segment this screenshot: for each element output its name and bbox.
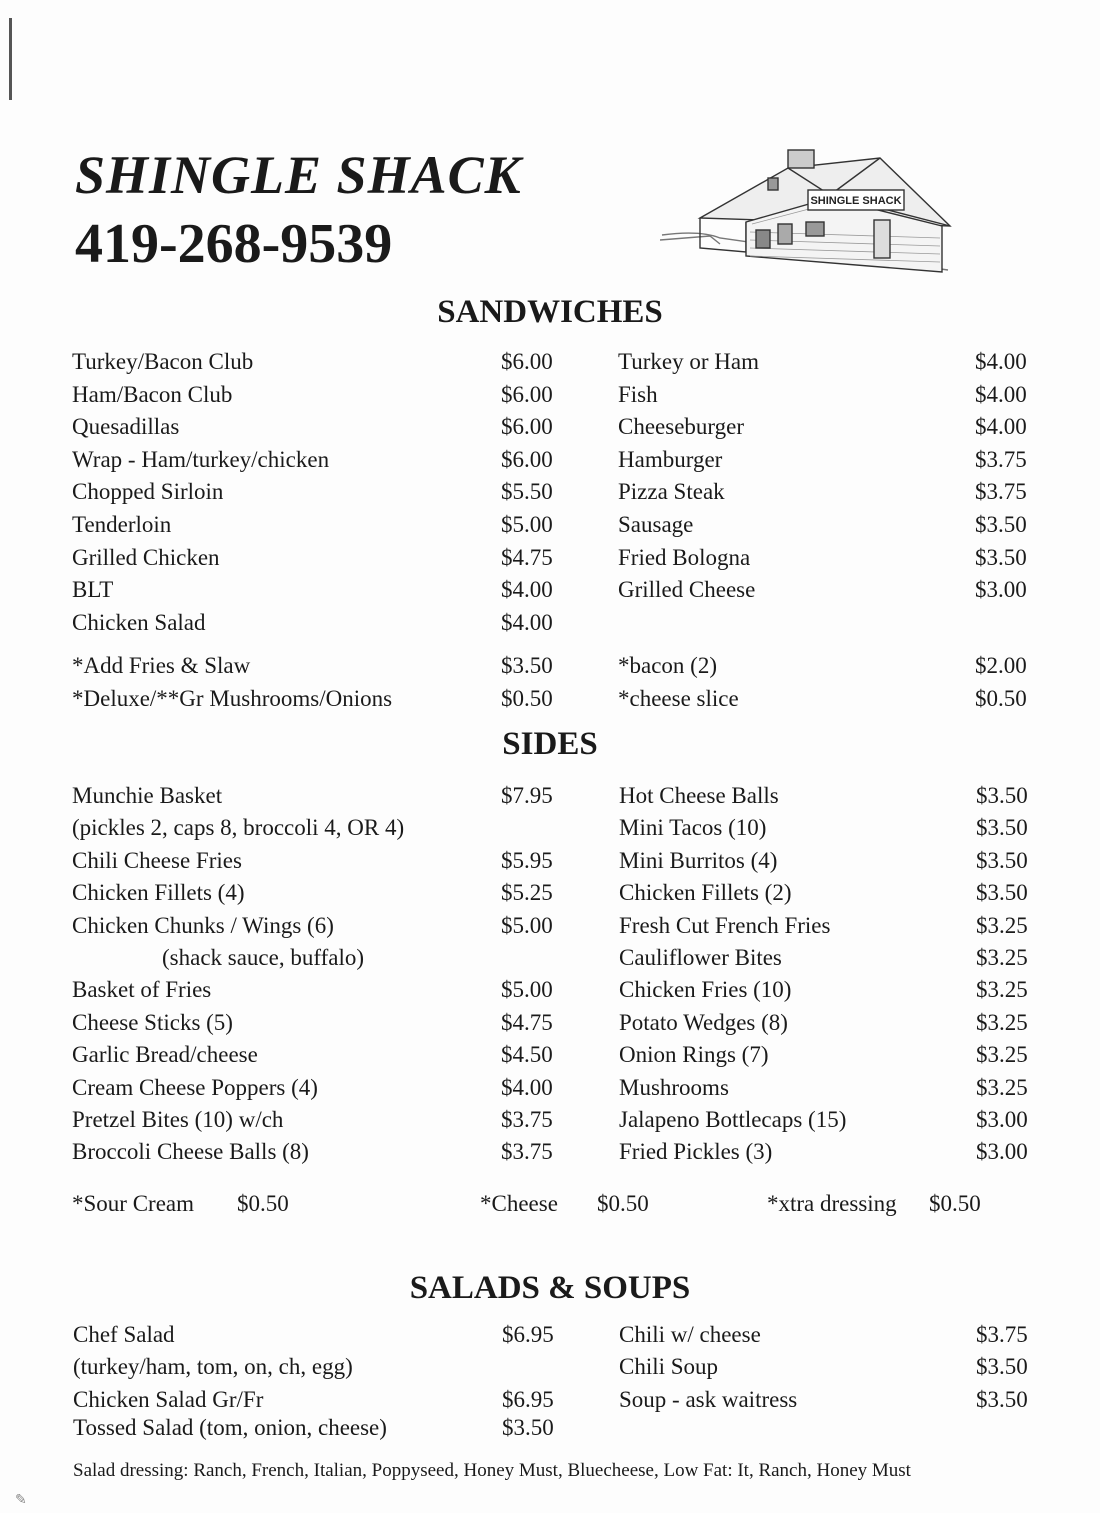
- menu-item-name: Chicken Fillets (4): [72, 880, 245, 906]
- extra-item-price: $0.50: [929, 1191, 981, 1216]
- menu-item-name: Wrap - Ham/turkey/chicken: [72, 446, 330, 472]
- menu-item-name: (pickles 2, caps 8, broccoli 4, OR 4): [72, 815, 405, 841]
- menu-item: [0, 942, 1100, 974]
- menu-item-price: $6.00: [501, 381, 553, 407]
- menu-item: [0, 1007, 1100, 1039]
- menu-item-name: Tossed Salad (tom, onion, cheese): [73, 1415, 387, 1440]
- menu-item: [0, 509, 1100, 541]
- menu-item: [0, 1351, 1100, 1383]
- menu-item: [0, 574, 1100, 606]
- menu-item-price: $3.75: [975, 446, 1027, 472]
- menu-item-name: Pretzel Bites (10) w/ch: [72, 1107, 284, 1132]
- menu-item: [0, 607, 1100, 639]
- menu-item-price: $5.00: [501, 512, 553, 537]
- menu-item-name: Basket of Fries: [72, 977, 212, 1003]
- menu-item-name: Hamburger: [618, 446, 723, 472]
- menu-item-name: Onion Rings (7): [619, 1042, 769, 1068]
- menu-item-price: $3.50: [501, 653, 553, 678]
- menu-item-name: Chicken Chunks / Wings (6): [72, 912, 334, 938]
- menu-item-price: $0.50: [975, 685, 1027, 711]
- menu-item-price: $5.50: [501, 479, 553, 505]
- extra-item-name: *Cheese: [480, 1191, 558, 1216]
- menu-item: [0, 379, 1100, 411]
- menu-item: [0, 877, 1100, 909]
- menu-item-price: $3.25: [976, 1042, 1028, 1068]
- menu-item-price: $6.00: [501, 446, 553, 472]
- section-heading-salads-soups: SALADS & SOUPS: [409, 1270, 691, 1306]
- menu-item-name: *bacon (2): [618, 653, 717, 678]
- menu-item: [0, 650, 1100, 682]
- menu-item: [0, 780, 1100, 812]
- menu-item-name: Pizza Steak: [618, 479, 725, 505]
- menu-item-price: $3.00: [975, 577, 1027, 603]
- menu-item-price: $7.95: [501, 783, 553, 808]
- menu-item-price: $6.00: [501, 349, 553, 374]
- menu-item: [0, 683, 1100, 715]
- menu-item-name: Fresh Cut French Fries: [619, 912, 831, 938]
- menu-item-price: $3.25: [976, 1009, 1028, 1035]
- menu-item-name: Broccoli Cheese Balls (8): [72, 1139, 309, 1165]
- menu-item-name: Chili Cheese Fries: [72, 847, 242, 873]
- menu-item-name: (turkey/ham, tom, on, ch, egg): [73, 1354, 353, 1379]
- menu-item-name: Chili w/ cheese: [619, 1322, 761, 1347]
- menu-item-price: $4.75: [501, 1009, 553, 1035]
- menu-item-price: $4.00: [975, 414, 1027, 440]
- menu-item-name: Turkey or Ham: [618, 349, 759, 374]
- menu-item-name: Mushrooms: [619, 1074, 729, 1100]
- menu-item-name: (shack sauce, buffalo): [162, 945, 365, 970]
- menu-item: [0, 845, 1100, 877]
- menu-item: [0, 542, 1100, 574]
- margin-mark: [9, 18, 12, 100]
- menu-item-price: $3.75: [501, 1139, 553, 1165]
- menu-item-price: $3.50: [976, 847, 1028, 873]
- menu-item: [0, 1412, 1100, 1444]
- menu-item-price: $5.00: [501, 912, 553, 938]
- menu-item-price: $6.95: [502, 1322, 554, 1347]
- menu-item-name: Fried Bologna: [618, 544, 751, 570]
- menu-item-price: $3.00: [976, 1107, 1028, 1132]
- menu-item-price: $5.25: [501, 880, 553, 906]
- menu-item-name: Cauliflower Bites: [619, 945, 782, 970]
- menu-item: [0, 1384, 1100, 1416]
- menu-item-price: $3.50: [502, 1415, 554, 1440]
- menu-item-name: Jalapeno Bottlecaps (15): [619, 1107, 847, 1132]
- menu-item: [0, 1072, 1100, 1104]
- menu-item-name: Chicken Fries (10): [619, 977, 792, 1003]
- menu-item-name: Garlic Bread/cheese: [72, 1042, 258, 1068]
- menu-item-price: $4.00: [975, 349, 1027, 374]
- menu-item-price: $0.50: [501, 685, 553, 711]
- menu-item-price: $2.00: [975, 653, 1027, 678]
- menu-item-name: Tenderloin: [72, 512, 172, 537]
- menu-item-price: $3.50: [976, 1386, 1028, 1412]
- menu-item-name: Fish: [618, 381, 658, 407]
- menu-item: [0, 1104, 1100, 1136]
- section-heading-sandwiches: SANDWICHES: [437, 294, 663, 330]
- section-heading-sides: SIDES: [502, 726, 598, 762]
- menu-item-price: $5.95: [501, 847, 553, 873]
- menu-item-price: $3.25: [976, 912, 1028, 938]
- menu-item-name: Chopped Sirloin: [72, 479, 224, 505]
- menu-item-price: $4.00: [501, 1074, 553, 1100]
- menu-item: [0, 910, 1100, 942]
- extra-item: [0, 1188, 1100, 1220]
- menu-item-name: Quesadillas: [72, 414, 180, 440]
- menu-item-price: $3.25: [976, 1074, 1028, 1100]
- menu-item-price: $6.95: [502, 1387, 554, 1412]
- menu-item-name: Ham/Bacon Club: [72, 381, 233, 407]
- menu-item-name: Cheese Sticks (5): [72, 1009, 233, 1035]
- menu-item-price: $3.50: [976, 880, 1028, 906]
- menu-item-name: *cheese slice: [618, 685, 739, 711]
- menu-item-price: $3.50: [976, 783, 1028, 808]
- menu-item-name: Potato Wedges (8): [619, 1009, 788, 1035]
- menu-item-price: $4.75: [501, 544, 553, 570]
- menu-item-name: Munchie Basket: [72, 783, 223, 808]
- menu-item-name: Soup - ask waitress: [619, 1386, 798, 1412]
- menu-item-price: $3.50: [976, 815, 1028, 841]
- menu-item-price: $4.50: [501, 1042, 553, 1068]
- menu-item: [0, 476, 1100, 508]
- menu-item-name: Chili Soup: [619, 1354, 719, 1380]
- menu-item-name: Hot Cheese Balls: [619, 783, 779, 808]
- shack-sketch-image: [660, 140, 952, 276]
- menu-item-price: $3.75: [976, 1322, 1028, 1347]
- menu-item-price: $5.00: [501, 977, 553, 1003]
- menu-item-price: $4.00: [501, 609, 553, 635]
- menu-item-name: Grilled Chicken: [72, 544, 220, 570]
- menu-item-name: Fried Pickles (3): [619, 1139, 773, 1165]
- menu-item-name: Mini Burritos (4): [619, 847, 778, 873]
- menu-item: [0, 444, 1100, 476]
- menu-item-name: BLT: [72, 577, 114, 603]
- menu-item-name: *Add Fries & Slaw: [72, 653, 251, 678]
- extra-item-price: $0.50: [237, 1191, 289, 1216]
- menu-item-price: $3.75: [975, 479, 1027, 505]
- menu-item: [0, 1136, 1100, 1168]
- scan-smudge: ✎: [15, 1493, 27, 1508]
- menu-item-name: Cheeseburger: [618, 414, 745, 440]
- menu-item-name: Chicken Fillets (2): [619, 880, 792, 906]
- menu-item-price: $3.50: [975, 512, 1027, 537]
- menu-item-name: Cream Cheese Poppers (4): [72, 1074, 318, 1100]
- menu-item-name: Chicken Salad: [72, 609, 206, 635]
- menu-item-name: Mini Tacos (10): [619, 815, 767, 841]
- extra-item-price: $0.50: [597, 1191, 649, 1216]
- menu-item: [0, 812, 1100, 844]
- salad-dressing-note: Salad dressing: Ranch, French, Italian, Poppyseed, Honey Must, Bluecheese, Low Fat: It, Ranch, Honey Must: [73, 1460, 911, 1481]
- menu-item: [0, 411, 1100, 443]
- menu-item: [0, 1039, 1100, 1071]
- menu-item-name: Chicken Salad Gr/Fr: [73, 1387, 264, 1412]
- restaurant-title: SHINGLE SHACK: [75, 145, 522, 205]
- extra-item-name: *xtra dressing: [767, 1191, 897, 1216]
- menu-item-price: $3.50: [975, 544, 1027, 570]
- menu-item-name: Turkey/Bacon Club: [72, 349, 254, 374]
- menu-item-price: $4.00: [501, 577, 553, 603]
- menu-item-price: $6.00: [501, 414, 553, 440]
- menu-item-price: $3.75: [501, 1107, 553, 1132]
- menu-item: [0, 1319, 1100, 1351]
- menu-item-price: $3.25: [976, 977, 1028, 1003]
- menu-item-price: $3.00: [976, 1139, 1028, 1165]
- phone-number: 419-268-9539: [75, 213, 393, 275]
- menu-item: [0, 346, 1100, 378]
- menu-item-name: Sausage: [618, 512, 694, 537]
- menu-item-price: $3.50: [976, 1354, 1028, 1380]
- menu-item-name: *Deluxe/**Gr Mushrooms/Onions: [72, 685, 393, 711]
- sign-text: SHINGLE SHACK: [810, 195, 902, 207]
- menu-item-price: $4.00: [975, 381, 1027, 407]
- extra-item-name: *Sour Cream: [72, 1191, 195, 1216]
- menu-item: [0, 974, 1100, 1006]
- menu-item-price: $3.25: [976, 945, 1028, 970]
- menu-item-name: Grilled Cheese: [618, 577, 756, 603]
- menu-item-name: Chef Salad: [73, 1322, 175, 1347]
